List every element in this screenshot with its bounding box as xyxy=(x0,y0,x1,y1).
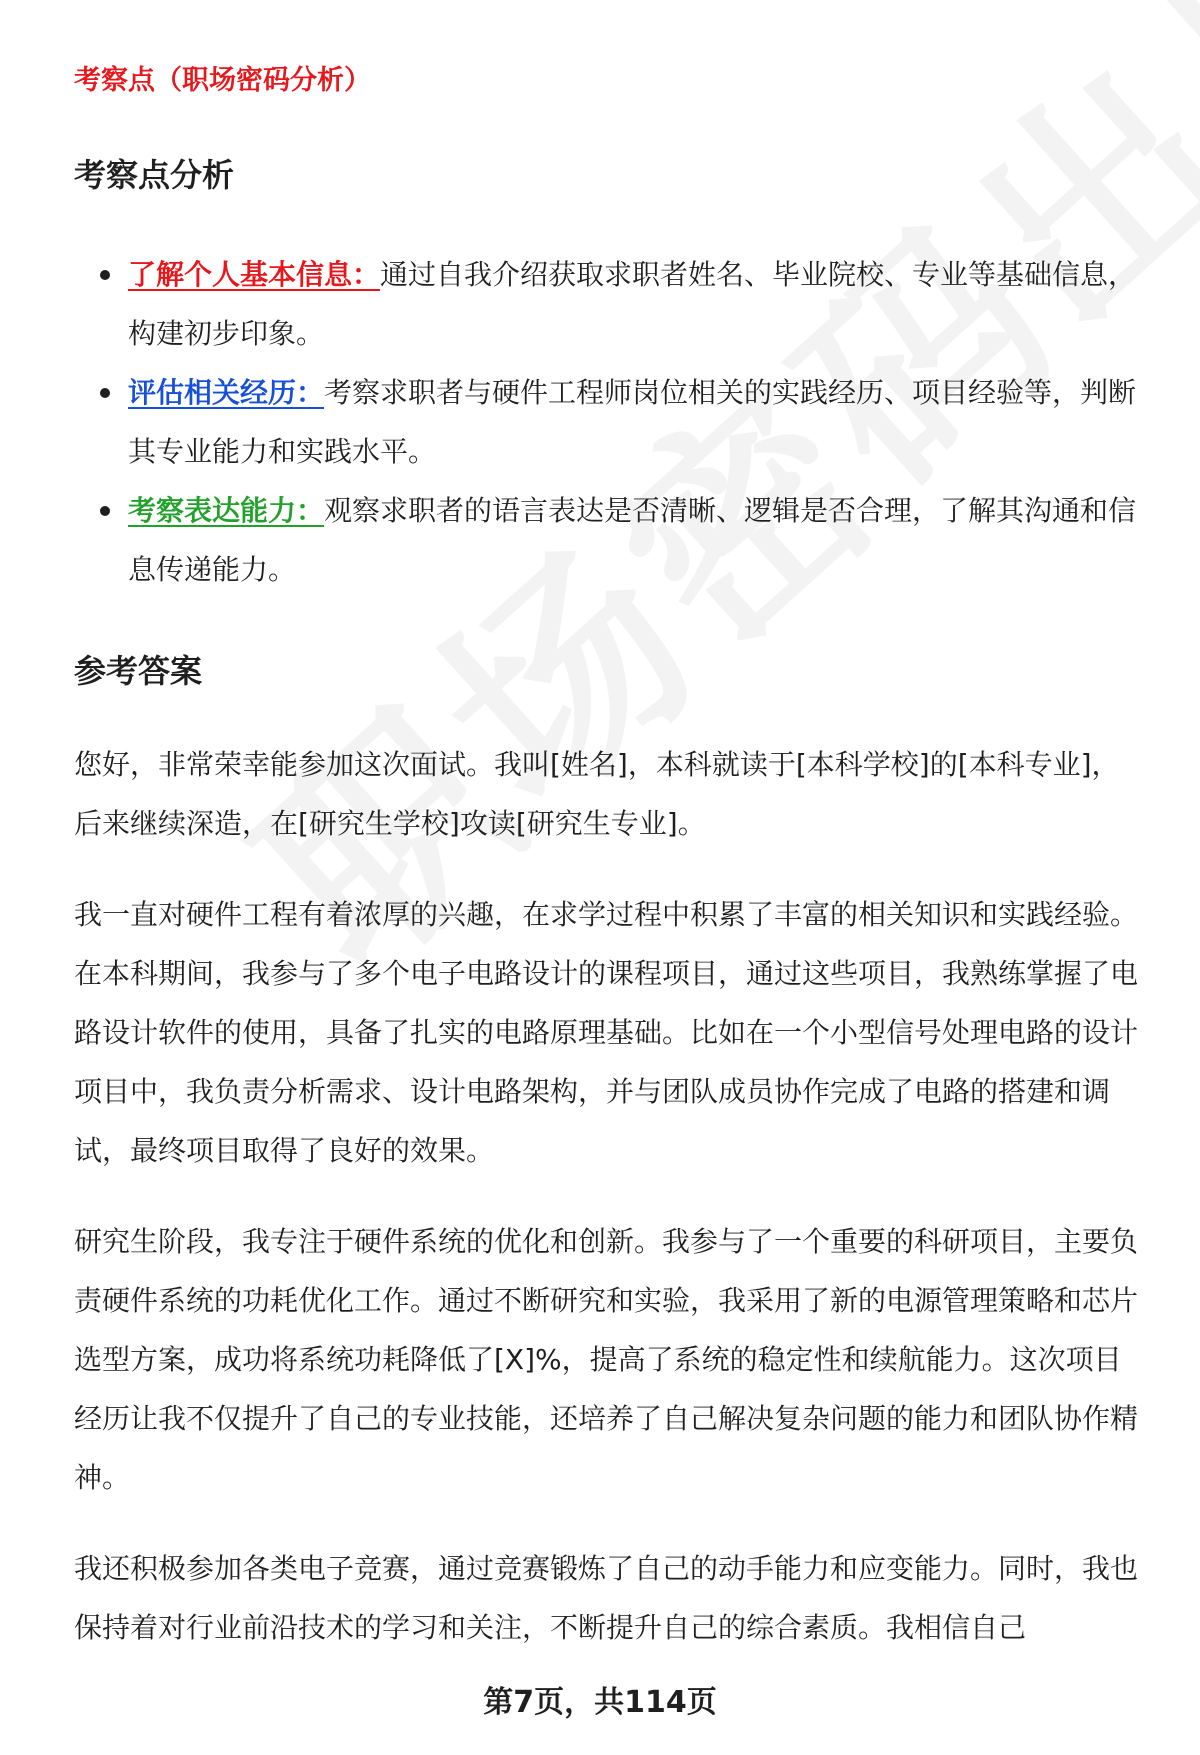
analysis-heading: 考察点分析 xyxy=(74,156,235,194)
answer-paragraph: 我还积极参加各类电子竞赛，通过竞赛锻炼了自己的动手能力和应变能力。同时，我也保持着对行业前沿技术的学习和关注，不断提升自己的综合素质。我相信自己 xyxy=(74,1552,1139,1644)
bullet-icon xyxy=(100,506,110,516)
list-item xyxy=(74,245,1144,363)
answer-heading: 参考答案 xyxy=(74,652,203,690)
point-label: 了解个人基本信息： xyxy=(128,258,381,291)
list-item xyxy=(74,363,1144,481)
point-text: 考察求职者与硬件工程师岗位相关的实践经历、项目经验等，判断其专业能力和实践水平。 xyxy=(128,376,1137,468)
bullet-icon xyxy=(100,388,110,398)
answer-paragraph: 我一直对硬件工程有着浓厚的兴趣，在求学过程中积累了丰富的相关知识和实践经验。在本科期间，我参与了多个电子电路设计的课程项目，通过这些项目，我熟练掌握了电路设计软件的使用，具备了扎实的电路原理基础。比如在一个小型信号处理电路的设计项目中，我负责分析需求、设计电路架构，并与团队成员协作完成了电路的搭建和调试，最终项目取得了良好的效果。 xyxy=(74,898,1139,1167)
bullet-icon xyxy=(100,270,110,280)
list-item xyxy=(74,481,1144,599)
point-text: 观察求职者的语言表达是否清晰、逻辑是否合理，了解其沟通和信息传递能力。 xyxy=(128,494,1137,586)
section-label: 考察点（职场密码分析） xyxy=(74,65,371,96)
point-label: 考察表达能力： xyxy=(128,494,325,527)
page-number: 第7页，共114页 xyxy=(483,1685,717,1720)
answer-body xyxy=(74,735,1144,1689)
answer-paragraph: 研究生阶段，我专注于硬件系统的优化和创新。我参与了一个重要的科研项目，主要负责硬件系统的功耗优化工作。通过不断研究和实验，我采用了新的电源管理策略和芯片选型方案，成功将系统功耗降低了[X]%，提高了系统的稳定性和续航能力。这次项目经历让我不仅提升了自己的专业技能，还培养了自己解决复杂问题的能力和团队协作精神。 xyxy=(74,1225,1139,1494)
answer-paragraph: 您好，非常荣幸能参加这次面试。我叫[姓名]，本科就读于[本科学校]的[本科专业]，后来继续深造，在[研究生学校]攻读[研究生专业]。 xyxy=(74,748,1120,840)
analysis-points-list xyxy=(74,245,1144,599)
point-text: 通过自我介绍获取求职者姓名、毕业院校、专业等基础信息，构建初步印象。 xyxy=(128,258,1137,350)
point-label: 评估相关经历： xyxy=(128,376,325,409)
